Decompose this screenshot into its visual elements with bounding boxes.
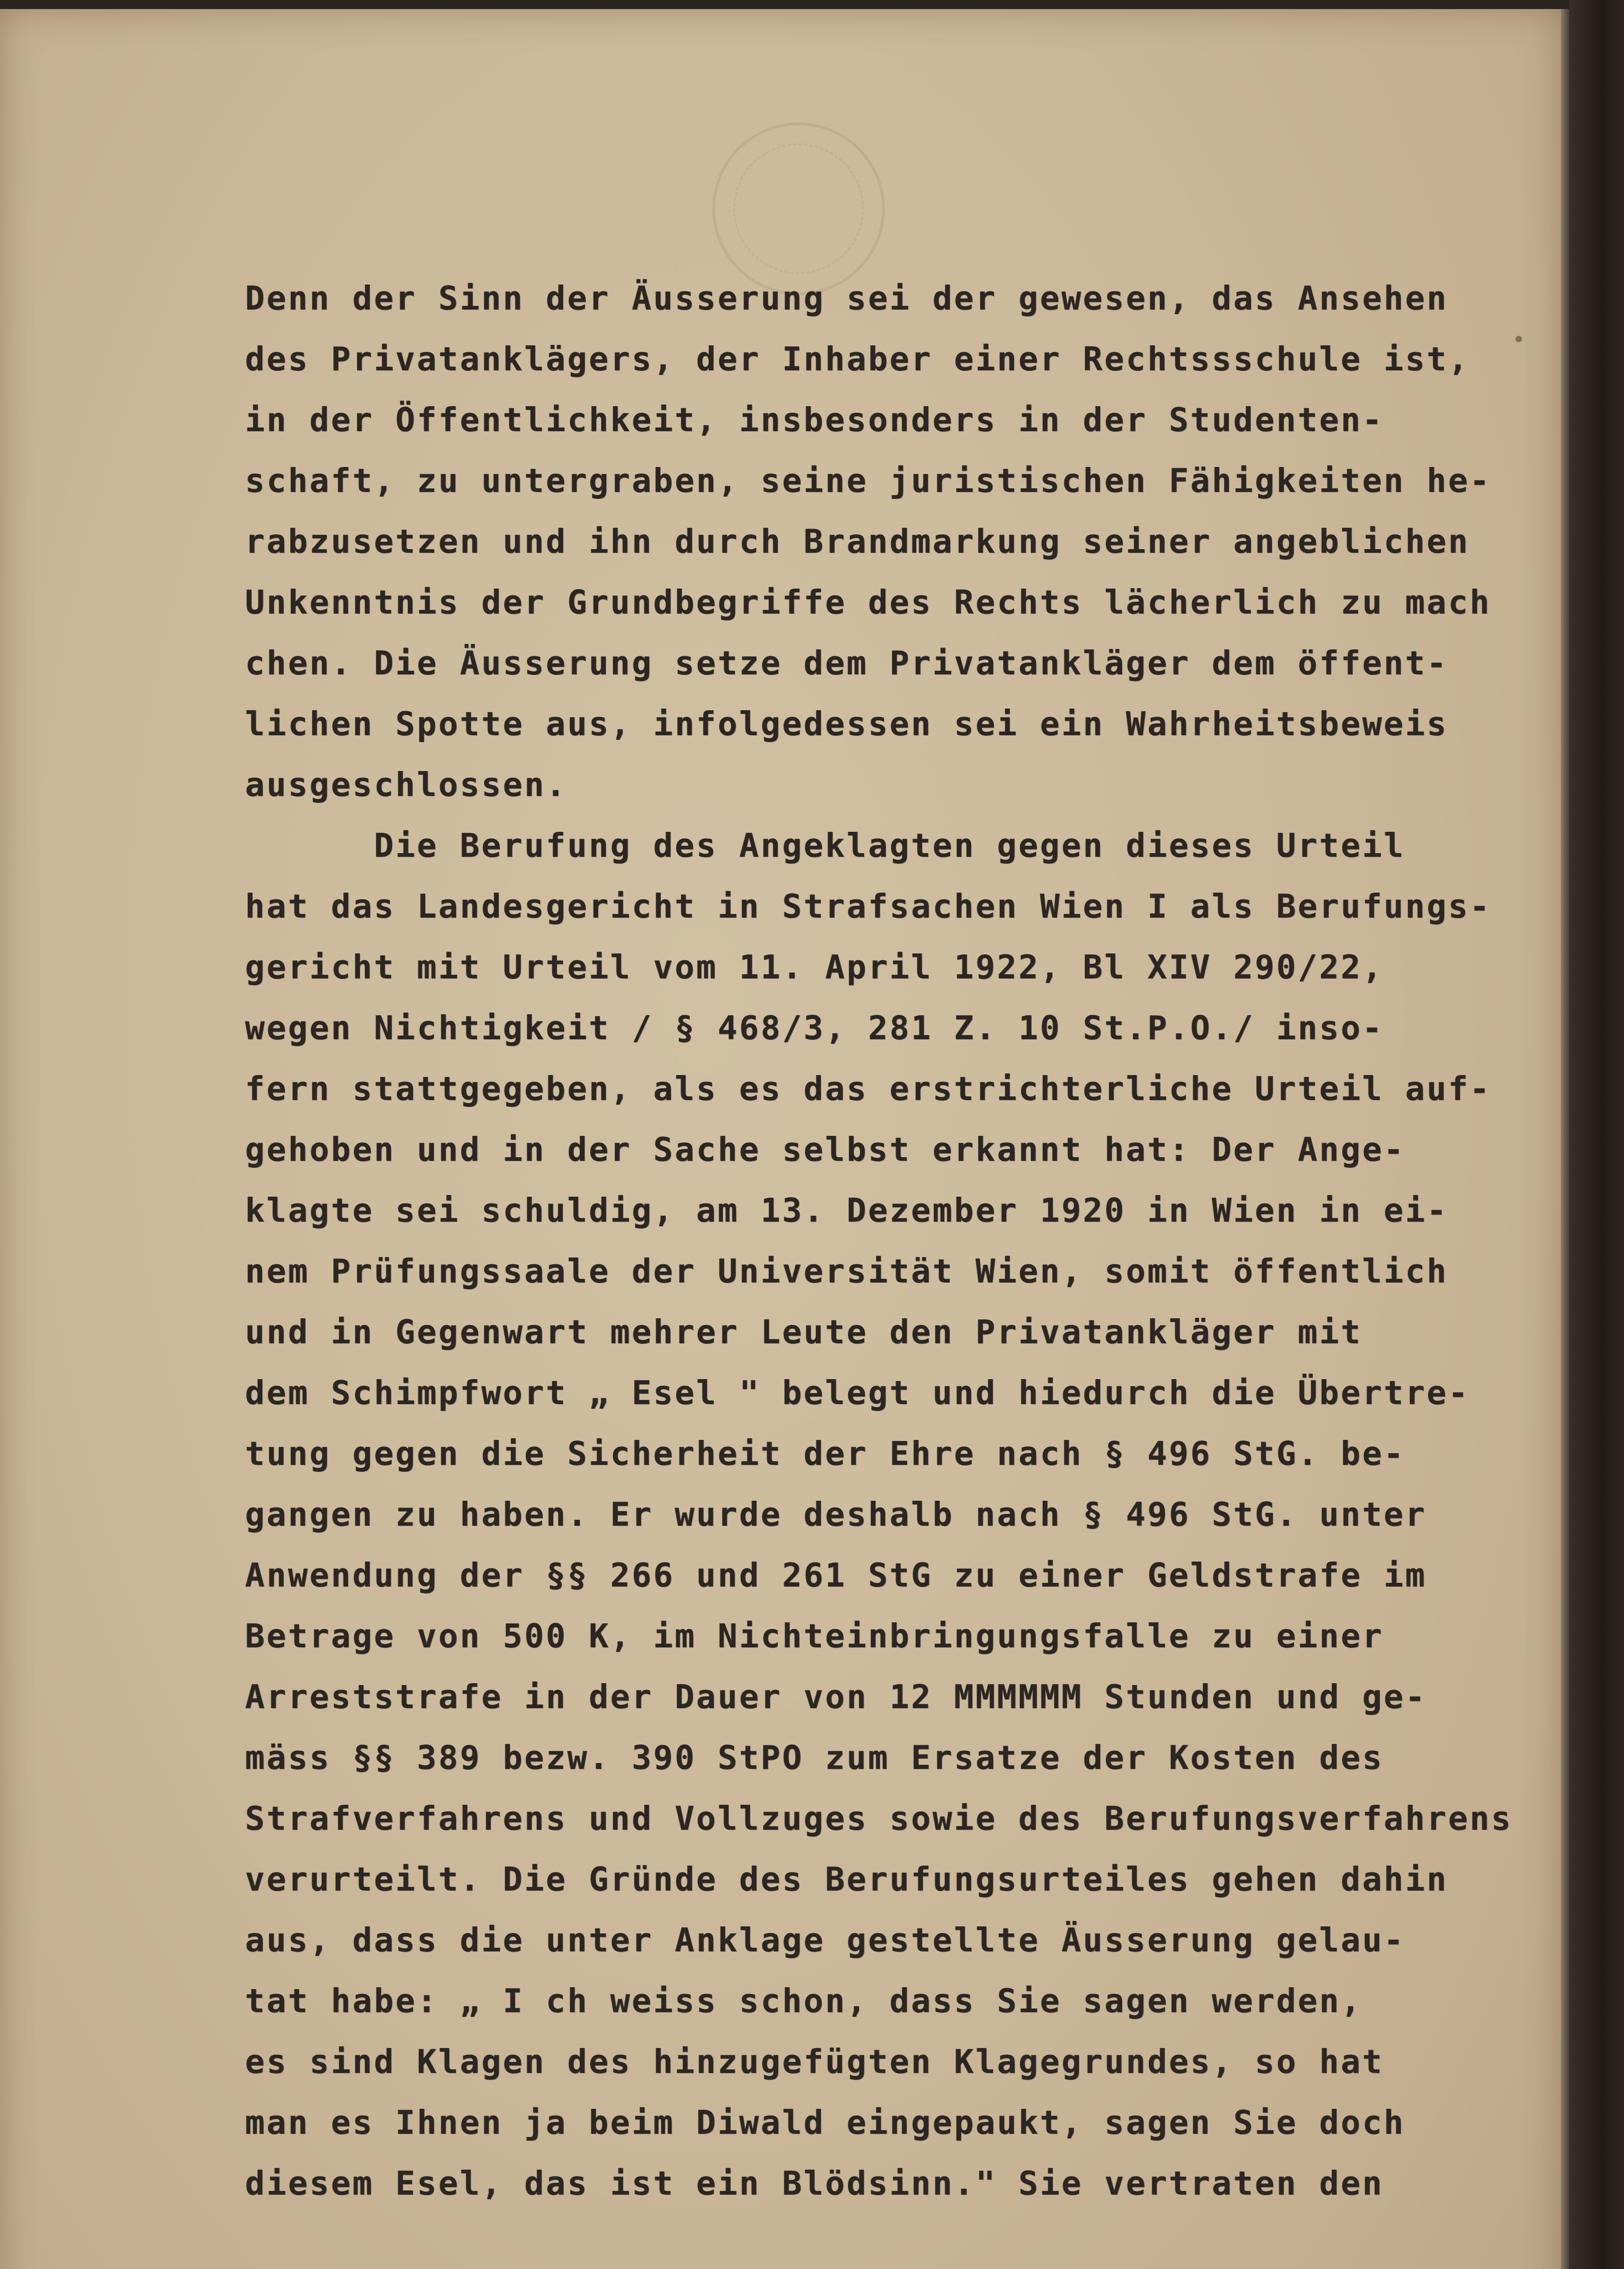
text-line: Unkenntnis der Grundbegriffe des Rechts lächerlich zu mach <box>245 583 1492 621</box>
text-line: ausgeschlossen. <box>245 766 568 804</box>
text-line: und in Gegenwart mehrer Leute den Privatankläger mit <box>245 1313 1363 1351</box>
text-line: klagte sei schuldig, am 13. Dezember 1920 in Wien in ei- <box>245 1191 1448 1229</box>
page-edge <box>1561 9 1569 2269</box>
text-line: gericht mit Urteil vom 11. April 1922, Bl XIV 290/22, <box>245 948 1384 986</box>
text-line: dem Schimpfwort „ Esel " belegt und hiedurch die Übertre- <box>245 1374 1470 1412</box>
text-line: mäss §§ 389 bezw. 390 StPO zum Ersatze der Kosten des <box>245 1739 1384 1777</box>
text-line: Anwendung der §§ 266 und 261 StG zu einer Geldstrafe im <box>245 1556 1427 1594</box>
text-line: Arreststrafe in der Dauer von 12 MMMMMM Stunden und ge- <box>245 1678 1427 1716</box>
text-line: Betrage von 500 K, im Nichteinbringungsfalle zu einer <box>245 1617 1384 1655</box>
text-line: diesem Esel, das ist ein Blödsinn." Sie vertraten den <box>245 2164 1384 2202</box>
text-line: des Privatanklägers, der Inhaber einer Rechtssschule ist, <box>245 340 1470 378</box>
text-line: Denn der Sinn der Äusserung sei der gewesen, das Ansehen <box>245 279 1448 317</box>
text-line: Die Berufung des Angeklagten gegen dieses Urteil <box>245 826 1405 864</box>
text-line: chen. Die Äusserung setze dem Privatankläger dem öffent- <box>245 644 1448 682</box>
text-line: es sind Klagen des hinzugefügten Klagegrundes, so hat <box>245 2043 1384 2081</box>
text-line: gehoben und in der Sache selbst erkannt hat: Der Ange- <box>245 1130 1405 1169</box>
text-line: tung gegen die Sicherheit der Ehre nach § 496 StG. be- <box>245 1434 1405 1473</box>
text-line: aus, dass die unter Anklage gestellte Äusserung gelau- <box>245 1921 1405 1959</box>
text-line: rabzusetzen und ihn durch Brandmarkung seiner angeblichen <box>245 522 1470 560</box>
typewritten-text <box>245 268 1561 2214</box>
text-line: tat habe: „ I ch weiss schon, dass Sie sagen werden, <box>245 1982 1363 2020</box>
text-line: fern stattgegeben, als es das erstrichterliche Urteil auf- <box>245 1070 1492 1108</box>
text-line: hat das Landesgericht in Strafsachen Wien I als Berufungs- <box>245 887 1492 925</box>
binding-spine <box>1569 0 1624 2269</box>
text-line: nem Prüfungssaale der Universität Wien, somit öffentlich <box>245 1252 1448 1290</box>
text-line: Strafverfahrens und Vollzuges sowie des Berufungsverfahrens <box>245 1799 1513 1837</box>
text-line: gangen zu haben. Er wurde deshalb nach § 496 StG. unter <box>245 1495 1427 1533</box>
text-line: man es Ihnen ja beim Diwald eingepaukt, sagen Sie doch <box>245 2103 1405 2141</box>
text-line: schaft, zu untergraben, seine juristischen Fähigkeiten he- <box>245 462 1492 500</box>
text-line: lichen Spotte aus, infolgedessen sei ein Wahrheitsbeweis <box>245 705 1448 743</box>
paper-sheet <box>0 9 1561 2269</box>
text-line: wegen Nichtigkeit / § 468/3, 281 Z. 10 St.P.O./ inso- <box>245 1009 1384 1047</box>
text-line: in der Öffentlichkeit, insbesonders in der Studenten- <box>245 401 1384 439</box>
text-line: verurteilt. Die Gründe des Berufungsurteiles gehen dahin <box>245 1860 1448 1898</box>
